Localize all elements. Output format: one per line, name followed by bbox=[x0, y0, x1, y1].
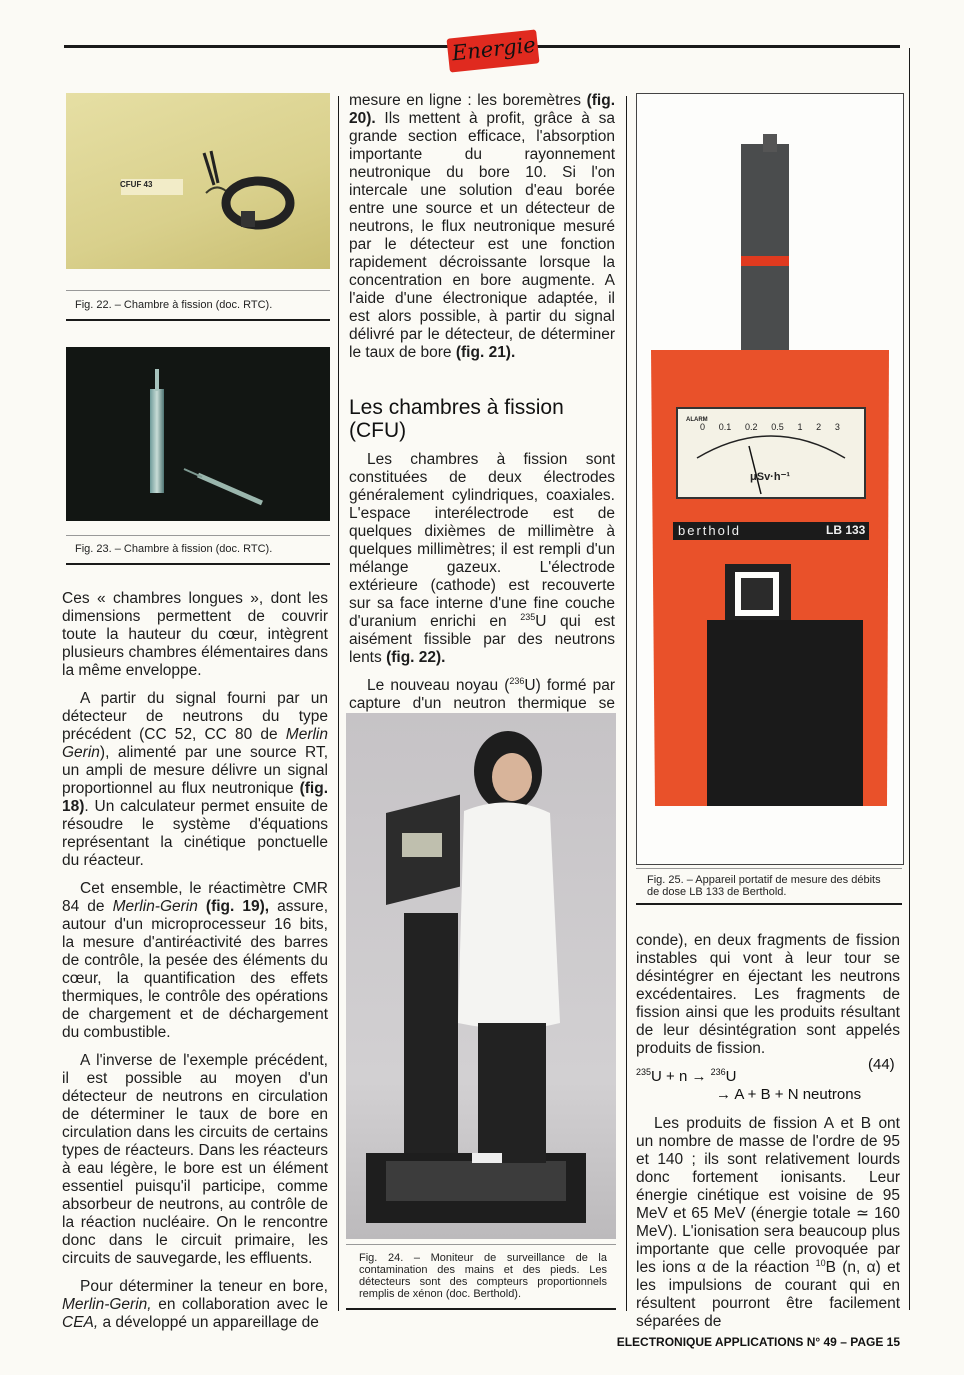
fig25-unit-label: μSv·h⁻¹ bbox=[750, 471, 791, 483]
fig25-alarm-label: ALARM bbox=[686, 417, 708, 423]
col2-paragraph-3: Le nouveau noyau ($^{236}$U) formé par capture d'un neutron thermique se bbox=[349, 675, 615, 712]
col1-paragraph-5: Pour déterminer la teneur en bore, Merlin-Gerin, en collaboration avec le CEA, a développé un appareillage de bbox=[62, 1278, 328, 1331]
fig25-brand: berthold bbox=[678, 523, 741, 538]
contamination-monitor-illustration bbox=[346, 713, 616, 1239]
fig22-caption: Fig. 22. – Chambre à fission (doc. RTC). bbox=[75, 299, 273, 311]
col1-paragraph-4: A l'inverse de l'exemple précédent, il est possible au moyen d'un détecteur de neutrons en circulation de déterminer le taux de bore en circulation dans les circuits de certains types de réacteurs. Dans les réacteurs à eau légère, le bore est un élément essentiel puisqu'il participe, comme absorbeur de neutrons, au contrôle de la réaction nucléaire. On le rencontre donc dans le circuit primaire, les circuits de sauvegarde, les effluents. bbox=[62, 1052, 328, 1267]
fig25-caption-rule-bottom bbox=[636, 903, 902, 905]
col3-paragraph-1: conde), en deux fragments de fission instables qui vont à leur tour se désintégrer en éjectant les neutrons excédentaires. Les fragments de fission ainsi que les produits résultant de leur désintégration sont appelés produits de fission. bbox=[636, 932, 900, 1057]
fig24-caption: Fig. 24. – Moniteur de surveillance de la contamination des mains et des pieds. Les détecteurs sont des compteurs proportionnels remplis de xénon (doc. Berthold). bbox=[359, 1252, 607, 1300]
fig24-caption-rule-bottom bbox=[346, 1308, 616, 1310]
page-footer: ELECTRONIQUE APPLICATIONS N° 49 – PAGE 15 bbox=[616, 1335, 900, 1349]
column-2-text bbox=[349, 92, 615, 372]
scale-label: 0 bbox=[700, 422, 706, 432]
column-rule-1 bbox=[338, 96, 339, 1311]
col1-paragraph-3: Cet ensemble, le réactimètre CMR 84 de Merlin-Gerin (fig. 19), assure, autour d'un microprocesseur 16 bits, la mesure d'antiréactivité des barres de contrôle, la pesée des éléments du cœur, la quantification des effets thermiques, le contrôle des opérations de chargement et de déchargement du combustible. bbox=[62, 880, 328, 1041]
fig24-photo bbox=[346, 713, 616, 1239]
scale-label: 1 bbox=[797, 422, 803, 432]
equation-line-1: $^{235}$U + n → $^{236}$U bbox=[636, 1067, 737, 1085]
fig23-photo bbox=[66, 347, 330, 521]
column-3-text-continued bbox=[636, 1115, 900, 1341]
fig25-caption-rule-top bbox=[636, 868, 902, 869]
col2-paragraph-2: Les chambres à fission sont constituées de deux électrodes généralement cylindriques, coaxiales. L'espace interélectrode est de quelques dixièmes de millimètre à quelques millimètres; il est rempli d'un mélange gazeux. L'électrode extérieure (cathode) est recouverte sur sa face interne d'une fine couche d'uranium enrichi en $^{235}$U qui est aisément fissible par des neutrons lents (fig. 22). bbox=[349, 451, 615, 666]
scale-label: 2 bbox=[816, 422, 822, 432]
col3-paragraph-2: Les produits de fission A et B ont un nombre de masse de l'ordre de 95 et 140 ; ils sont relativement lourds donc fortement ionisants. Leur énergie cinétique est voisine de 95 MeV et 65 MeV (énergie totale ≃ 160 MeV). L'ionisation sera beaucoup plus importante que celle provoquée par les ions α de la réaction $^{10}$B (n, α) et les impulsions de courant qui en résultent pourront être facilement séparées de bbox=[636, 1115, 900, 1330]
scale-label: 0.2 bbox=[744, 422, 758, 432]
col1-paragraph-1: Ces « chambres longues », dont les dimensions permettent de couvrir toute la hauteur du cœur, intègrent plusieurs chambres élémentaires dans la même enveloppe. bbox=[62, 590, 328, 679]
fig22-photo bbox=[66, 93, 330, 269]
fig22-caption-rule-bottom bbox=[66, 319, 330, 321]
column-1-text bbox=[62, 590, 328, 1342]
fig22-device-label: CFUF 43 bbox=[120, 180, 153, 189]
fission-chamber-tube-illustration bbox=[66, 347, 330, 521]
fission-chamber-illustration bbox=[66, 93, 330, 269]
section-heading: Les chambres à fission (CFU) bbox=[349, 396, 564, 442]
scale-label: 0.1 bbox=[718, 422, 732, 432]
fig25-model: LB 133 bbox=[826, 523, 866, 537]
fig24-caption-rule-top bbox=[346, 1244, 616, 1245]
header-rule-left bbox=[64, 45, 454, 48]
header-rule-right bbox=[528, 45, 900, 48]
fig22-caption-rule-top bbox=[66, 290, 330, 291]
fig23-caption-rule-top bbox=[66, 535, 330, 536]
fig23-caption: Fig. 23. – Chambre à fission (doc. RTC). bbox=[75, 543, 273, 555]
equation-number: (44) bbox=[868, 1056, 895, 1073]
col2-paragraph-1: mesure en ligne : les boremètres (fig. 20). Ils mettent à profit, grâce à sa grande section efficace, l'absorption importante du rayonnement neutronique du bore 10. Si l'on intercale une solution d'eau borée entre une source et un détecteur de neutrons, le flux neutronique mesuré par le détecteur est une fonction rapidement décroissante lorsque la concentration en bore augmente. A l'aide d'une électronique adaptée, il est alors possible, à partir du signal délivré par le détecteur, de déterminer le taux de bore (fig. 21). bbox=[349, 92, 615, 361]
fig25-caption: Fig. 25. – Appareil portatif de mesure des débits de dose LB 133 de Berthold. bbox=[647, 874, 881, 898]
col1-paragraph-2: A partir du signal fourni par un détecteur de neutrons du type précédent (CC 52, CC 80 de Merlin Gerin), alimenté par une source RT, un ampli de mesure délivre un signal proportionnel au flux neutronique (fig. 18). Un calculateur permet ensuite de résoudre le système d'équations représentant la cinétique ponctuelle du réacteur. bbox=[62, 690, 328, 869]
equation-line-2: → A + B + N neutrons bbox=[716, 1086, 862, 1103]
fig25-scale bbox=[700, 422, 840, 432]
scale-label: 3 bbox=[834, 422, 840, 432]
section-tag-label: Energie bbox=[450, 32, 537, 66]
page-rule-right bbox=[909, 48, 910, 1310]
column-rule-2 bbox=[626, 96, 627, 1311]
fig23-caption-rule-bottom bbox=[66, 563, 330, 565]
scale-label: 0.5 bbox=[771, 422, 784, 432]
column-3-text bbox=[636, 932, 900, 1068]
column-2-text-continued bbox=[349, 451, 615, 741]
